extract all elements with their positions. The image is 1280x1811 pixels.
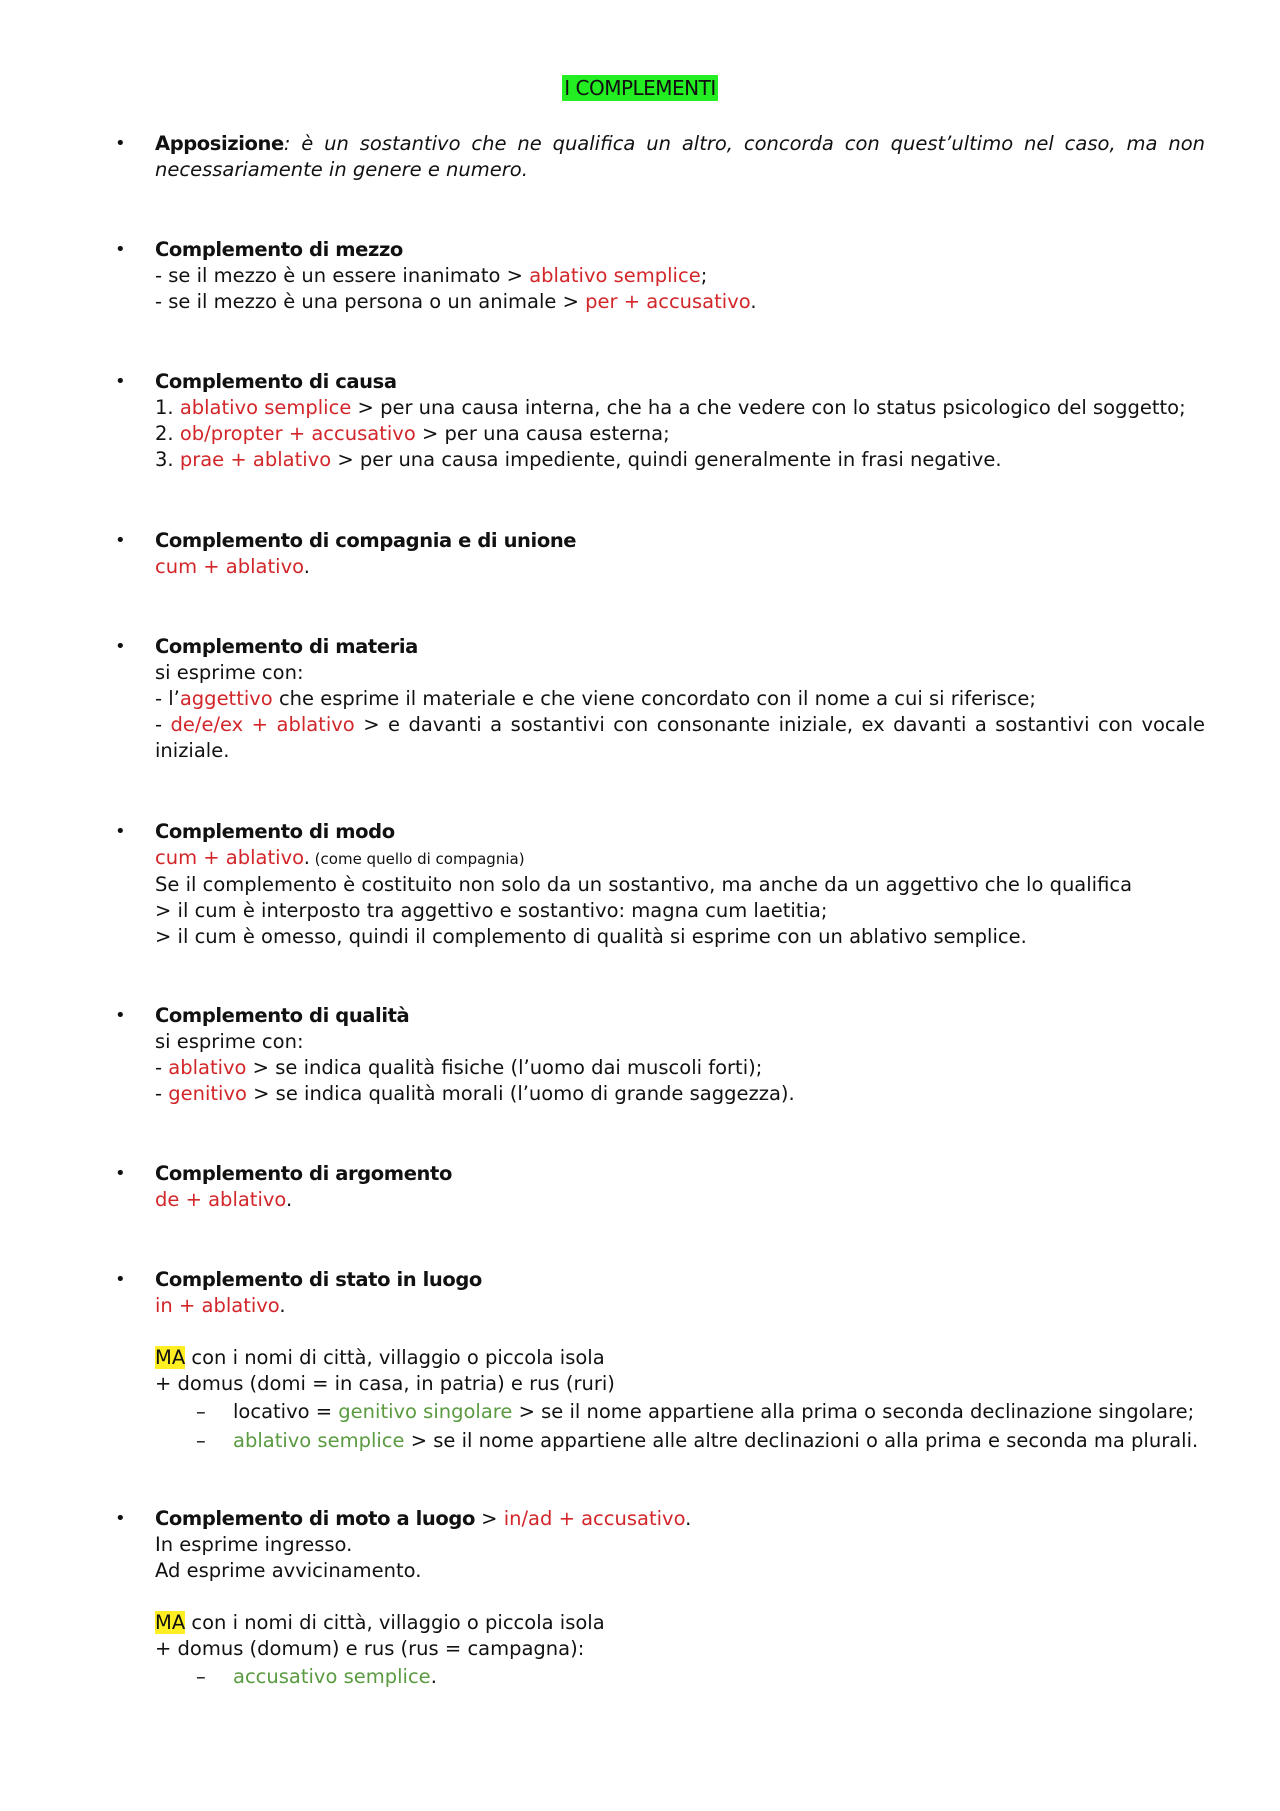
apposizione-text: Apposizione: è un sostantivo che ne qualifica un altro, concorda con quest’ultimo nel caso, ma non necessariamente in genere e numero. bbox=[155, 132, 1205, 181]
bullet-icon: • bbox=[115, 1163, 126, 1184]
list-line: de + ablativo. bbox=[155, 1188, 293, 1211]
list-line: 1. ablativo semplice > per una causa interna, che ha a che vedere con lo status psicologico del soggetto; bbox=[155, 396, 1186, 419]
list-line: MA con i nomi di città, villaggio o piccola isola bbox=[155, 1611, 605, 1634]
list-line: > il cum è omesso, quindi il complemento di qualità si esprime con un ablativo semplice. bbox=[155, 925, 1027, 948]
section-causa bbox=[115, 369, 1205, 473]
list-line: - genitivo > se indica qualità morali (l’uomo di grande saggezza). bbox=[155, 1082, 795, 1105]
section-heading: Complemento di argomento bbox=[155, 1162, 452, 1185]
list-line: - l’aggettivo che esprime il materiale e che viene concordato con il nome a cui si riferisce; bbox=[155, 687, 1036, 710]
dash-icon: – bbox=[196, 1665, 206, 1688]
section-heading: Complemento di modo bbox=[155, 820, 395, 843]
list-line: - se il mezzo è un essere inanimato > ablativo semplice; bbox=[155, 264, 708, 287]
sub-list-item: – locativo = genitivo singolare > se il nome appartiene alla prima o seconda declinazione singolare; bbox=[196, 1400, 1195, 1423]
page-title: I COMPLEMENTI bbox=[564, 76, 716, 100]
section-heading: Complemento di causa bbox=[155, 370, 397, 393]
list-line: > il cum è interposto tra aggettivo e sostantivo: magna cum laetitia; bbox=[155, 899, 828, 922]
bullet-icon: • bbox=[115, 1005, 126, 1026]
list-line: - de/e/ex + ablativo > e davanti a sostantivi con consonante iniziale, ex davanti a sostantivi con vocale iniziale. bbox=[155, 713, 1205, 762]
section-mezzo bbox=[115, 237, 1205, 315]
section-stato-in-luogo bbox=[115, 1267, 1205, 1454]
list-line: MA con i nomi di città, villaggio o piccola isola bbox=[155, 1346, 605, 1369]
list-line: - se il mezzo è una persona o un animale > per + accusativo. bbox=[155, 290, 757, 313]
section-compagnia bbox=[115, 528, 1205, 580]
sub-list-item: – ablativo semplice > se il nome appartiene alle altre declinazioni o alla prima e seconda ma plurali. bbox=[196, 1429, 1199, 1452]
section-heading: Complemento di compagnia e di unione bbox=[155, 529, 577, 552]
bullet-icon: • bbox=[115, 371, 126, 392]
list-line: cum + ablativo. bbox=[155, 555, 310, 578]
list-line: + domus (domi = in casa, in patria) e rus (ruri) bbox=[155, 1372, 615, 1395]
section-apposizione bbox=[115, 131, 1205, 183]
list-line: - ablativo > se indica qualità fisiche (l’uomo dai muscoli forti); bbox=[155, 1056, 763, 1079]
list-line: In esprime ingresso. bbox=[155, 1533, 353, 1556]
list-line: 2. ob/propter + accusativo > per una causa esterna; bbox=[155, 422, 670, 445]
bullet-icon: • bbox=[115, 821, 126, 842]
list-line: 3. prae + ablativo > per una causa impediente, quindi generalmente in frasi negative. bbox=[155, 448, 1002, 471]
list-line: cum + ablativo. (come quello di compagnia) bbox=[155, 846, 525, 869]
section-argomento bbox=[115, 1161, 1205, 1213]
list-line: si esprime con: bbox=[155, 661, 304, 684]
section-moto-a-luogo bbox=[115, 1506, 1205, 1690]
section-qualita bbox=[115, 1003, 1205, 1107]
bullet-icon: • bbox=[115, 530, 126, 551]
section-heading-line: Complemento di moto a luogo > in/ad + accusativo. bbox=[155, 1507, 692, 1530]
section-heading: Complemento di mezzo bbox=[155, 238, 403, 261]
bullet-icon: • bbox=[115, 133, 126, 154]
section-heading: Complemento di stato in luogo bbox=[155, 1268, 482, 1291]
sub-list-item: – accusativo semplice. bbox=[196, 1665, 437, 1688]
list-line: si esprime con: bbox=[155, 1030, 304, 1053]
section-heading: Complemento di qualità bbox=[155, 1004, 410, 1027]
section-modo bbox=[115, 819, 1205, 950]
section-heading: Apposizione bbox=[155, 132, 284, 155]
highlight-ma: MA bbox=[155, 1346, 186, 1369]
section-heading: Complemento di moto a luogo bbox=[155, 1507, 475, 1530]
bullet-icon: • bbox=[115, 636, 126, 657]
list-line: in + ablativo. bbox=[155, 1294, 286, 1317]
highlight-ma: MA bbox=[155, 1611, 186, 1634]
bullet-icon: • bbox=[115, 239, 126, 260]
dash-icon: – bbox=[196, 1400, 206, 1423]
bullet-icon: • bbox=[115, 1269, 126, 1290]
section-materia bbox=[115, 634, 1205, 764]
list-line: Se il complemento è costituito non solo da un sostantivo, ma anche da un aggettivo che lo qualifica bbox=[155, 873, 1133, 896]
list-line: Ad esprime avvicinamento. bbox=[155, 1559, 422, 1582]
bullet-icon: • bbox=[115, 1508, 126, 1529]
section-heading: Complemento di materia bbox=[155, 635, 418, 658]
list-line: + domus (domum) e rus (rus = campagna): bbox=[155, 1637, 585, 1660]
dash-icon: – bbox=[196, 1429, 206, 1452]
